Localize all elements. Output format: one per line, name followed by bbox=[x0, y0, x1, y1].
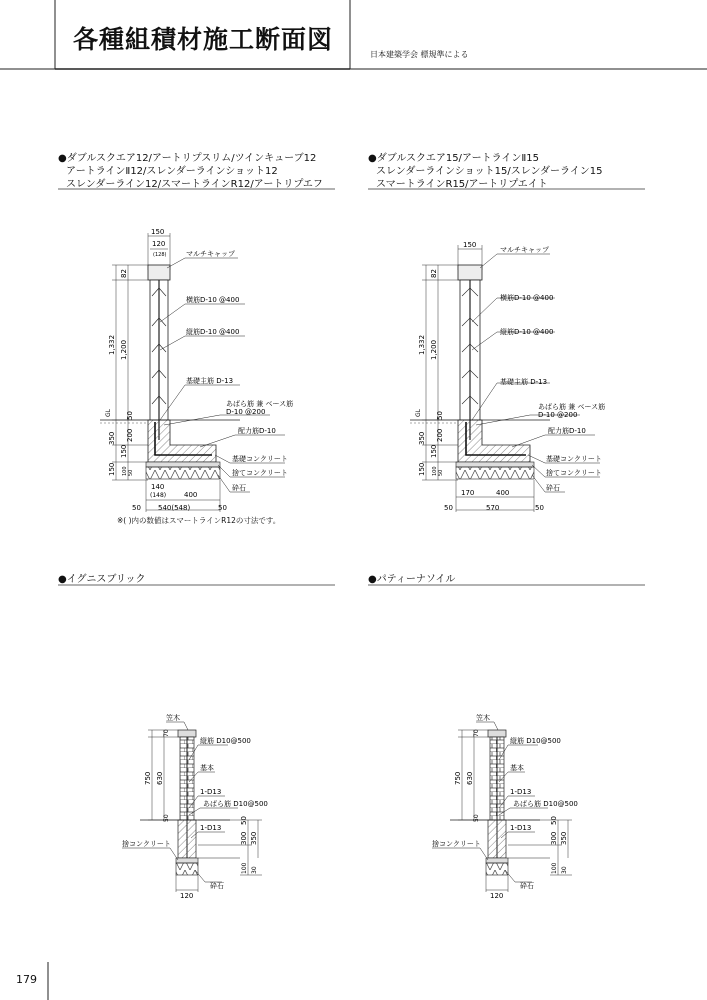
dim-gl-above: 50 bbox=[126, 411, 134, 420]
label-vertical-rebar: 縦筋 D10@500 bbox=[510, 737, 561, 745]
dim-gl-above: 50 bbox=[473, 814, 480, 822]
label-abara-2: D-10 @200 bbox=[226, 408, 266, 416]
gl-label: GL bbox=[105, 409, 112, 417]
label-lean-concrete: 捨てコンクリート bbox=[546, 469, 602, 477]
heading-line: ●ダブルスクエア15/アートラインⅡ15 bbox=[368, 153, 539, 164]
label-abara-1: あばら筋 兼 ベース筋 bbox=[226, 400, 294, 408]
dim-cap: 70 bbox=[163, 729, 170, 737]
dim-bottom-b: 30 bbox=[561, 866, 568, 874]
dim-footing-b: 50 bbox=[240, 816, 248, 825]
dim-rubble-small: 100 bbox=[432, 466, 438, 476]
footing bbox=[488, 820, 506, 858]
base-slab bbox=[486, 858, 508, 863]
dim-wall: 630 bbox=[466, 771, 474, 785]
dim-footing-depth: 200 bbox=[126, 428, 134, 442]
label-rebar-2: 1-D13 bbox=[510, 824, 532, 832]
dim-wall-height: 1,200 bbox=[120, 339, 128, 360]
gl-label: GL bbox=[415, 409, 422, 417]
heading-line: スレンダーライン12/スマートラインR12/アートリプエフ bbox=[66, 179, 323, 190]
label-abara-2: D-10 @200 bbox=[538, 411, 578, 419]
label-vertical-rebar: 縦筋 D10@500 bbox=[200, 737, 251, 745]
label-gravel: 砕石 bbox=[520, 882, 534, 890]
dim-lean: 50 bbox=[438, 469, 444, 476]
dim-bottom-a: 100 bbox=[241, 862, 248, 874]
label-distribution-rebar: 配力筋D-10 bbox=[238, 427, 276, 435]
dim-wall-height: 1,200 bbox=[430, 339, 438, 360]
dim-gl-above: 50 bbox=[163, 814, 170, 822]
label-gravel: 砕石 bbox=[546, 484, 560, 492]
dim-footing-total: 350 bbox=[108, 431, 116, 445]
dim-bottom-b: 30 bbox=[251, 866, 258, 874]
dim-base-width: 120 bbox=[490, 892, 504, 900]
dim-side-left: 50 bbox=[132, 504, 141, 512]
dim-gl-above: 50 bbox=[436, 411, 444, 420]
dim-footing-a: 300 bbox=[550, 831, 558, 845]
dim-total: 750 bbox=[144, 771, 152, 785]
heading-line: アートラインⅡ12/スレンダーラインショット12 bbox=[66, 166, 278, 177]
dim-footing-depth: 200 bbox=[436, 428, 444, 442]
dim-total: 750 bbox=[454, 771, 462, 785]
label-foundation-concrete: 基礎コンクリート bbox=[546, 455, 602, 463]
dim-base-width: 120 bbox=[180, 892, 194, 900]
dim-total-height: 1,332 bbox=[108, 334, 116, 355]
dim-lean: 50 bbox=[128, 469, 134, 476]
label-vertical-rebar: 縦筋D-10 @400 bbox=[186, 328, 240, 336]
dim-rubble: 150 bbox=[108, 462, 116, 476]
label-lean-concrete: 捨コンクリート bbox=[122, 840, 171, 848]
label-foundation-concrete: 基礎コンクリート bbox=[232, 455, 288, 463]
heading-line: ●ダブルスクエア12/アートリプスリム/ツインキューブ12 bbox=[58, 153, 317, 164]
section-heading-patina: ●パティーナソイル bbox=[368, 574, 456, 585]
dim-footing-total: 350 bbox=[250, 831, 258, 845]
page-number: 179 bbox=[16, 973, 37, 986]
dim-footing-total: 350 bbox=[418, 431, 426, 445]
dim-base-right: 400 bbox=[496, 489, 510, 497]
label-abara: あばら筋 D10@500 bbox=[203, 800, 268, 808]
label-horizontal-rebar: 横筋D-10 @400 bbox=[500, 294, 554, 302]
label-rebar-2: 1-D13 bbox=[200, 824, 222, 832]
label-abara-1: あばら筋 兼 ベース筋 bbox=[538, 403, 606, 411]
label-lean-concrete: 捨コンクリート bbox=[432, 840, 481, 848]
section-heading-igunisu: ●イグニスブリック bbox=[58, 574, 146, 585]
dim-side-right: 50 bbox=[535, 504, 544, 512]
label-main-rebar: 基礎主筋 D-13 bbox=[500, 378, 548, 386]
label-abara: あばら筋 D10@500 bbox=[513, 800, 578, 808]
dim-footing-thick: 150 bbox=[430, 444, 438, 458]
label-horizontal-rebar: 横筋D-10 @400 bbox=[186, 296, 240, 304]
dim-footing-a: 300 bbox=[240, 831, 248, 845]
dim-footing-total: 350 bbox=[560, 831, 568, 845]
page-title: 各種組積材施工断面図 bbox=[73, 25, 334, 54]
dim-base-left: 170 bbox=[461, 489, 475, 497]
footnote: ※( )内の数値はスマートラインR12の寸法です。 bbox=[117, 516, 281, 525]
dim-base-left-paren: (148) bbox=[150, 492, 167, 499]
label-cap: マルチキャップ bbox=[186, 250, 235, 258]
dim-cap-height: 82 bbox=[120, 269, 128, 278]
dim-side-right: 50 bbox=[218, 504, 227, 512]
dim-side-left: 50 bbox=[444, 504, 453, 512]
dim-bottom-a: 100 bbox=[551, 862, 558, 874]
label-gravel: 砕石 bbox=[210, 882, 224, 890]
dim-cap-height: 82 bbox=[430, 269, 438, 278]
dim-wall: 630 bbox=[156, 771, 164, 785]
dim-footing-thick: 150 bbox=[120, 444, 128, 458]
dim-top-paren: (128) bbox=[153, 252, 167, 258]
label-rebar-1: 1-D13 bbox=[510, 788, 532, 796]
dim-total-height: 1,332 bbox=[418, 334, 426, 355]
label-gravel: 砕石 bbox=[232, 484, 246, 492]
dim-top-inner: 120 bbox=[152, 240, 166, 248]
heading-line: スレンダーラインショット15/スレンダーライン15 bbox=[376, 166, 603, 177]
dim-top-outer: 150 bbox=[151, 228, 165, 236]
dim-top-outer: 150 bbox=[463, 241, 477, 249]
gravel bbox=[486, 863, 508, 875]
dim-rubble: 150 bbox=[418, 462, 426, 476]
label-distribution-rebar: 配力筋D-10 bbox=[548, 427, 586, 435]
label-cap: マルチキャップ bbox=[500, 246, 549, 254]
standard-note: 日本建築学会 標規準による bbox=[370, 50, 469, 59]
label-vertical-rebar: 縦筋D-10 @400 bbox=[500, 328, 554, 336]
coping bbox=[488, 730, 506, 737]
label-coping: 笠木 bbox=[166, 714, 180, 722]
heading-line: スマートラインR15/アートリプエイト bbox=[376, 179, 548, 190]
label-coping: 笠木 bbox=[476, 714, 490, 722]
label-base: 基本 bbox=[200, 764, 214, 772]
label-main-rebar: 基礎主筋 D-13 bbox=[186, 377, 234, 385]
dim-base-total: 540(548) bbox=[158, 504, 191, 512]
label-lean-concrete: 捨てコンクリート bbox=[232, 469, 288, 477]
label-base: 基本 bbox=[510, 764, 524, 772]
dim-base-total: 570 bbox=[486, 504, 500, 512]
label-rebar-1: 1-D13 bbox=[200, 788, 222, 796]
dim-base-right: 400 bbox=[184, 491, 198, 499]
dim-rubble-small: 100 bbox=[122, 466, 128, 476]
dim-footing-b: 50 bbox=[550, 816, 558, 825]
dim-base-left: 140 bbox=[151, 483, 165, 491]
dim-cap: 70 bbox=[473, 729, 480, 737]
